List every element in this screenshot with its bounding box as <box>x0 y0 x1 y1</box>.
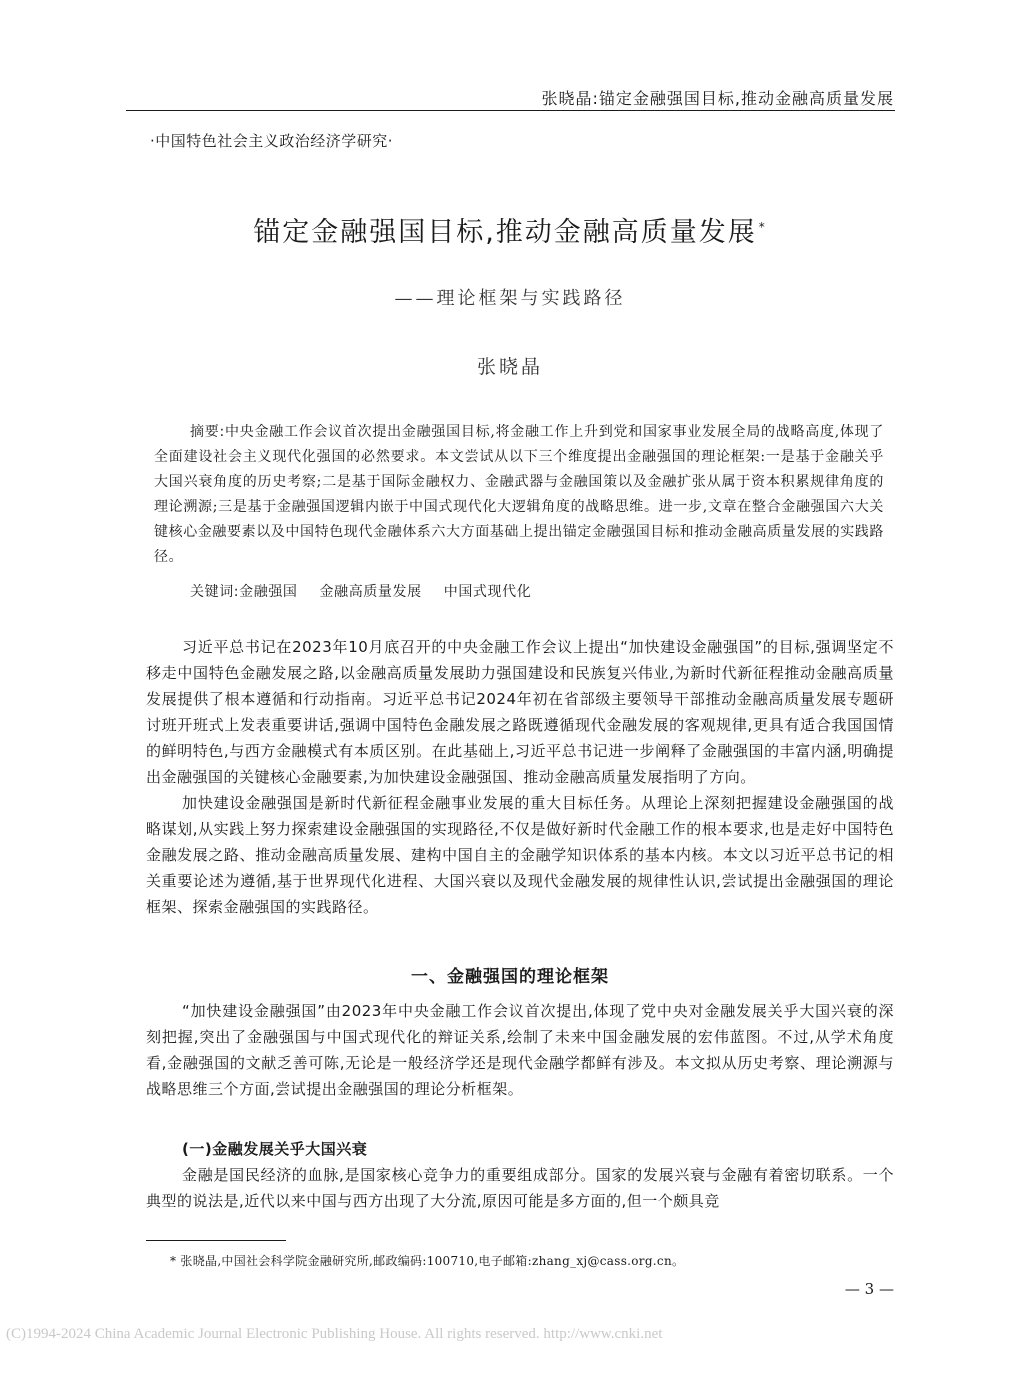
article-title <box>0 210 1020 249</box>
keywords-label: 关键词: <box>190 584 240 600</box>
abstract <box>154 420 884 570</box>
abstract-text: 中央金融工作会议首次提出金融强国目标,将金融工作上升到党和国家事业发展全局的战略高度,体现了全面建设社会主义现代化强国的必然要求。本文尝试从以下三个维度提出金融强国的理论框架:一是基于金融关乎大国兴衰角度的历史考察;二是基于国际金融权力、金融武器与金融国策以及金融扩张从属于资本积累规律角度的理论溯源;三是基于金融强国逻辑内嵌于中国式现代化大逻辑角度的战略思维。进一步,文章在整合金融强国六大关键核心金融要素以及中国特色现代金融体系六大方面基础上提出锚定金融强国目标和推动金融高质量发展的实践路径。 <box>154 424 884 565</box>
body-paragraph: “加快建设金融强国”由2023年中央金融工作会议首次提出,体现了党中央对金融发展关乎大国兴衰的深刻把握,突出了金融强国与中国式现代化的辩证关系,绘制了未来中国金融发展的宏伟蓝图。不过,从学术角度看,金融强国的文献乏善可陈,无论是一般经济学还是现代金融学都鲜有涉及。本文拟从历史考察、理论溯源与战略思维三个方面,尝试提出金融强国的理论分析框架。 <box>146 1002 894 1098</box>
section-heading: 一、金融强国的理论框架 <box>411 967 609 987</box>
copyright-watermark: (C)1994-2024 China Academic Journal Electronic Publishing House. All rights reserved. http://www.cnki.net <box>6 1326 663 1342</box>
footnote-rule <box>146 1240 286 1241</box>
header-rule <box>126 110 895 111</box>
keyword: 金融强国 <box>239 584 298 600</box>
body-section1 <box>146 998 894 1102</box>
running-header: 张晓晶:锚定金融强国目标,推动金融高质量发展 <box>541 89 894 108</box>
body-subsection1 <box>146 1162 894 1214</box>
body-paragraph: 习近平总书记在2023年10月底召开的中央金融工作会议上提出“加快建设金融强国”的目标,强调坚定不移走中国特色金融发展之路,以金融高质量发展助力强国建设和民族复兴伟业,为新时代新征程推动金融高质量发展提供了根本遵循和行动指南。习近平总书记2024年初在省部级主要领导干部推动金融高质量发展专题研讨班开班式上发表重要讲话,强调中国特色金融发展之路既遵循现代金融发展的客观规律,更具有适合我国国情的鲜明特色,与西方金融模式有本质区别。在此基础上,习近平总书记进一步阐释了金融强国的丰富内涵,明确提出金融强国的关键核心金融要素,为加快建设金融强国、推动金融高质量发展指明了方向。 <box>146 638 894 786</box>
article-title-text: 锚定金融强国目标,推动金融高质量发展 <box>253 217 757 248</box>
abstract-label: 摘要: <box>190 424 225 440</box>
author-name: 张晓晶 <box>476 356 543 378</box>
title-footnote-mark: * <box>758 220 767 234</box>
subsection-heading: (一)金融发展关乎大国兴衰 <box>182 1140 368 1158</box>
body-intro <box>146 634 894 920</box>
keyword: 中国式现代化 <box>443 584 532 600</box>
footnote: * 张晓晶,中国社会科学院金融研究所,邮政编码:100710,电子邮箱:zhang_xj@cass.org.cn。 <box>170 1254 685 1268</box>
keywords <box>190 581 553 601</box>
article-subtitle: ——理论框架与实践路径 <box>394 288 626 309</box>
keyword: 金融高质量发展 <box>319 584 422 600</box>
page-number: — 3 — <box>844 1280 894 1298</box>
column-name: ·中国特色社会主义政治经济学研究· <box>150 132 394 150</box>
body-paragraph: 加快建设金融强国是新时代新征程金融事业发展的重大目标任务。从理论上深刻把握建设金融强国的战略谋划,从实践上努力探索建设金融强国的实现路径,不仅是做好新时代金融工作的根本要求,也是走好中国特色金融发展之路、推动金融高质量发展、建构中国自主的金融学知识体系的基本内核。本文以习近平总书记的相关重要论述为遵循,基于世界现代化进程、大国兴衰以及现代金融发展的规律性认识,尝试提出金融强国的理论框架、探索金融强国的实践路径。 <box>146 794 894 916</box>
body-paragraph: 金融是国民经济的血脉,是国家核心竞争力的重要组成部分。国家的发展兴衰与金融有着密切联系。一个典型的说法是,近代以来中国与西方出现了大分流,原因可能是多方面的,但一个颇具竞 <box>146 1166 894 1210</box>
